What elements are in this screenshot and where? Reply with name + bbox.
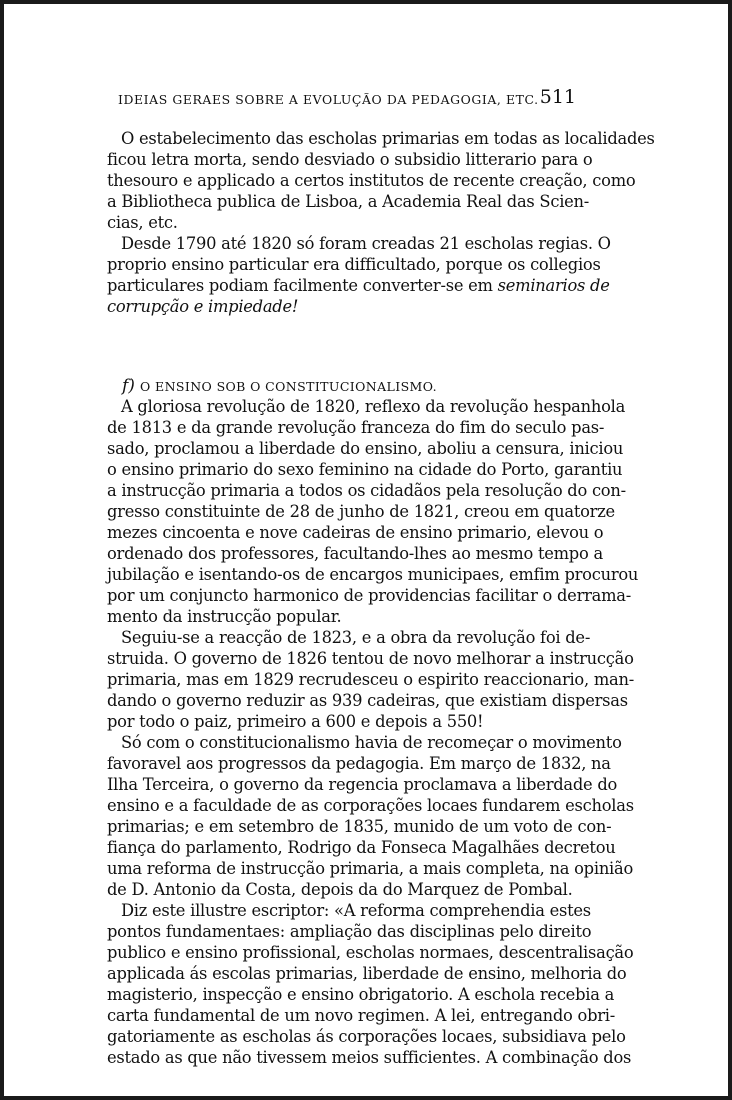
text-line: pontos fundamentaes: ampliação das disciplinas pelo direito <box>107 922 592 941</box>
text-line: de D. Antonio da Costa, depois da do Marquez de Pombal. <box>107 880 573 899</box>
text-line: primarias; e em setembro de 1835, munido de um voto de con- <box>107 817 612 836</box>
running-head: IDEIAS GERAES SOBRE A EVOLUÇÃO DA PEDAGOGIA, ETC. <box>118 92 539 107</box>
text-line: de 1813 e da grande revolução franceza do fim do seculo pas- <box>107 418 605 437</box>
text-line: magisterio, inspecção e ensino obrigatorio. A eschola recebia a <box>107 985 615 1004</box>
page-number: 511 <box>539 86 576 108</box>
text-span: particulares podiam facilmente converter-se em <box>107 276 493 295</box>
text-line: Seguiu-se a reacção de 1823, e a obra da revolução foi de- <box>121 628 591 647</box>
text-line: fiança do parlamento, Rodrigo da Fonseca Magalhães decretou <box>107 838 616 857</box>
text-line: carta fundamental de um novo regimen. A lei, entregando obri- <box>107 1006 615 1025</box>
text-line: favoravel aos progressos da pedagogia. Em março de 1832, na <box>107 754 611 773</box>
text-line: jubilação e isentando-os de encargos municipaes, emfim procurou <box>107 565 639 584</box>
text-line: publico e ensino profissional, escholas normaes, descentralisação <box>107 943 634 962</box>
text-line: a instrucção primaria a todos os cidadãos pela resolução do con- <box>107 481 626 500</box>
text-line: proprio ensino particular era difficultado, porque os collegios <box>107 255 601 274</box>
text-line: estado as que não tivessem meios sufficientes. A combinação dos <box>107 1048 632 1067</box>
text-line: primaria, mas em 1829 recrudesceu o espirito reaccionario, man- <box>107 670 634 689</box>
text-line: A gloriosa revolução de 1820, reflexo da revolução hespanhola <box>121 397 626 416</box>
text-line: mezes cincoenta e nove cadeiras de ensino primario, elevou o <box>107 523 604 542</box>
text-line: Ilha Terceira, o governo da regencia proclamava a liberdade do <box>107 775 618 794</box>
text-line: uma reforma de instrucção primaria, a mais completa, na opinião <box>107 859 634 878</box>
text-line: corrupção e impiedade! <box>107 297 299 316</box>
book-page <box>4 4 728 1096</box>
section-letter: f) <box>122 376 135 396</box>
text-line: gatoriamente as escholas ás corporações locaes, subsidiava pelo <box>107 1027 626 1046</box>
section-heading <box>122 375 437 397</box>
text-line: cias, etc. <box>107 213 178 232</box>
text-line: Diz este illustre escriptor: «A reforma comprehendia estes <box>121 901 591 920</box>
text-line: gresso constituinte de 28 de junho de 1821, creou em quatorze <box>107 502 615 521</box>
text-line: dando o governo reduzir as 939 cadeiras, que existiam dispersas <box>107 691 628 710</box>
text-line: ordenado dos professores, facultando-lhes ao mesmo tempo a <box>107 544 603 563</box>
text-line: ficou letra morta, sendo desviado o subsidio litterario para o <box>107 150 593 169</box>
text-line: por um conjuncto harmonico de providencias facilitar o derrama- <box>107 586 631 605</box>
italic-phrase: seminarios de <box>497 276 610 295</box>
text-line: por todo o paiz, primeiro a 600 e depois a 550! <box>107 712 484 731</box>
page-header <box>118 88 576 112</box>
text-line: ensino e a faculdade de as corporações locaes fundarem escholas <box>107 796 634 815</box>
text-line: struida. O governo de 1826 tentou de novo melhorar a instrucção <box>107 649 634 668</box>
text-line: Só com o constitucionalismo havia de recomeçar o movimento <box>121 733 622 752</box>
text-line: sado, proclamou a liberdade do ensino, aboliu a censura, iniciou <box>107 439 624 458</box>
text-line: o ensino primario do sexo feminino na cidade do Porto, garantiu <box>107 460 623 479</box>
text-line: O estabelecimento das escholas primarias em todas as localidades <box>121 129 655 148</box>
text-line: Desde 1790 até 1820 só foram creadas 21 escholas regias. O <box>121 234 611 253</box>
text-line: thesouro e applicado a certos institutos de recente creação, como <box>107 171 636 190</box>
text-line <box>107 275 610 297</box>
text-line: mento da instrucção popular. <box>107 607 342 626</box>
section-title: O ENSINO SOB O CONSTITUCIONALISMO. <box>140 379 438 394</box>
text-line: applicada ás escolas primarias, liberdade de ensino, melhoria do <box>107 964 627 983</box>
text-line: a Bibliotheca publica de Lisboa, a Academia Real das Scien- <box>107 192 590 211</box>
